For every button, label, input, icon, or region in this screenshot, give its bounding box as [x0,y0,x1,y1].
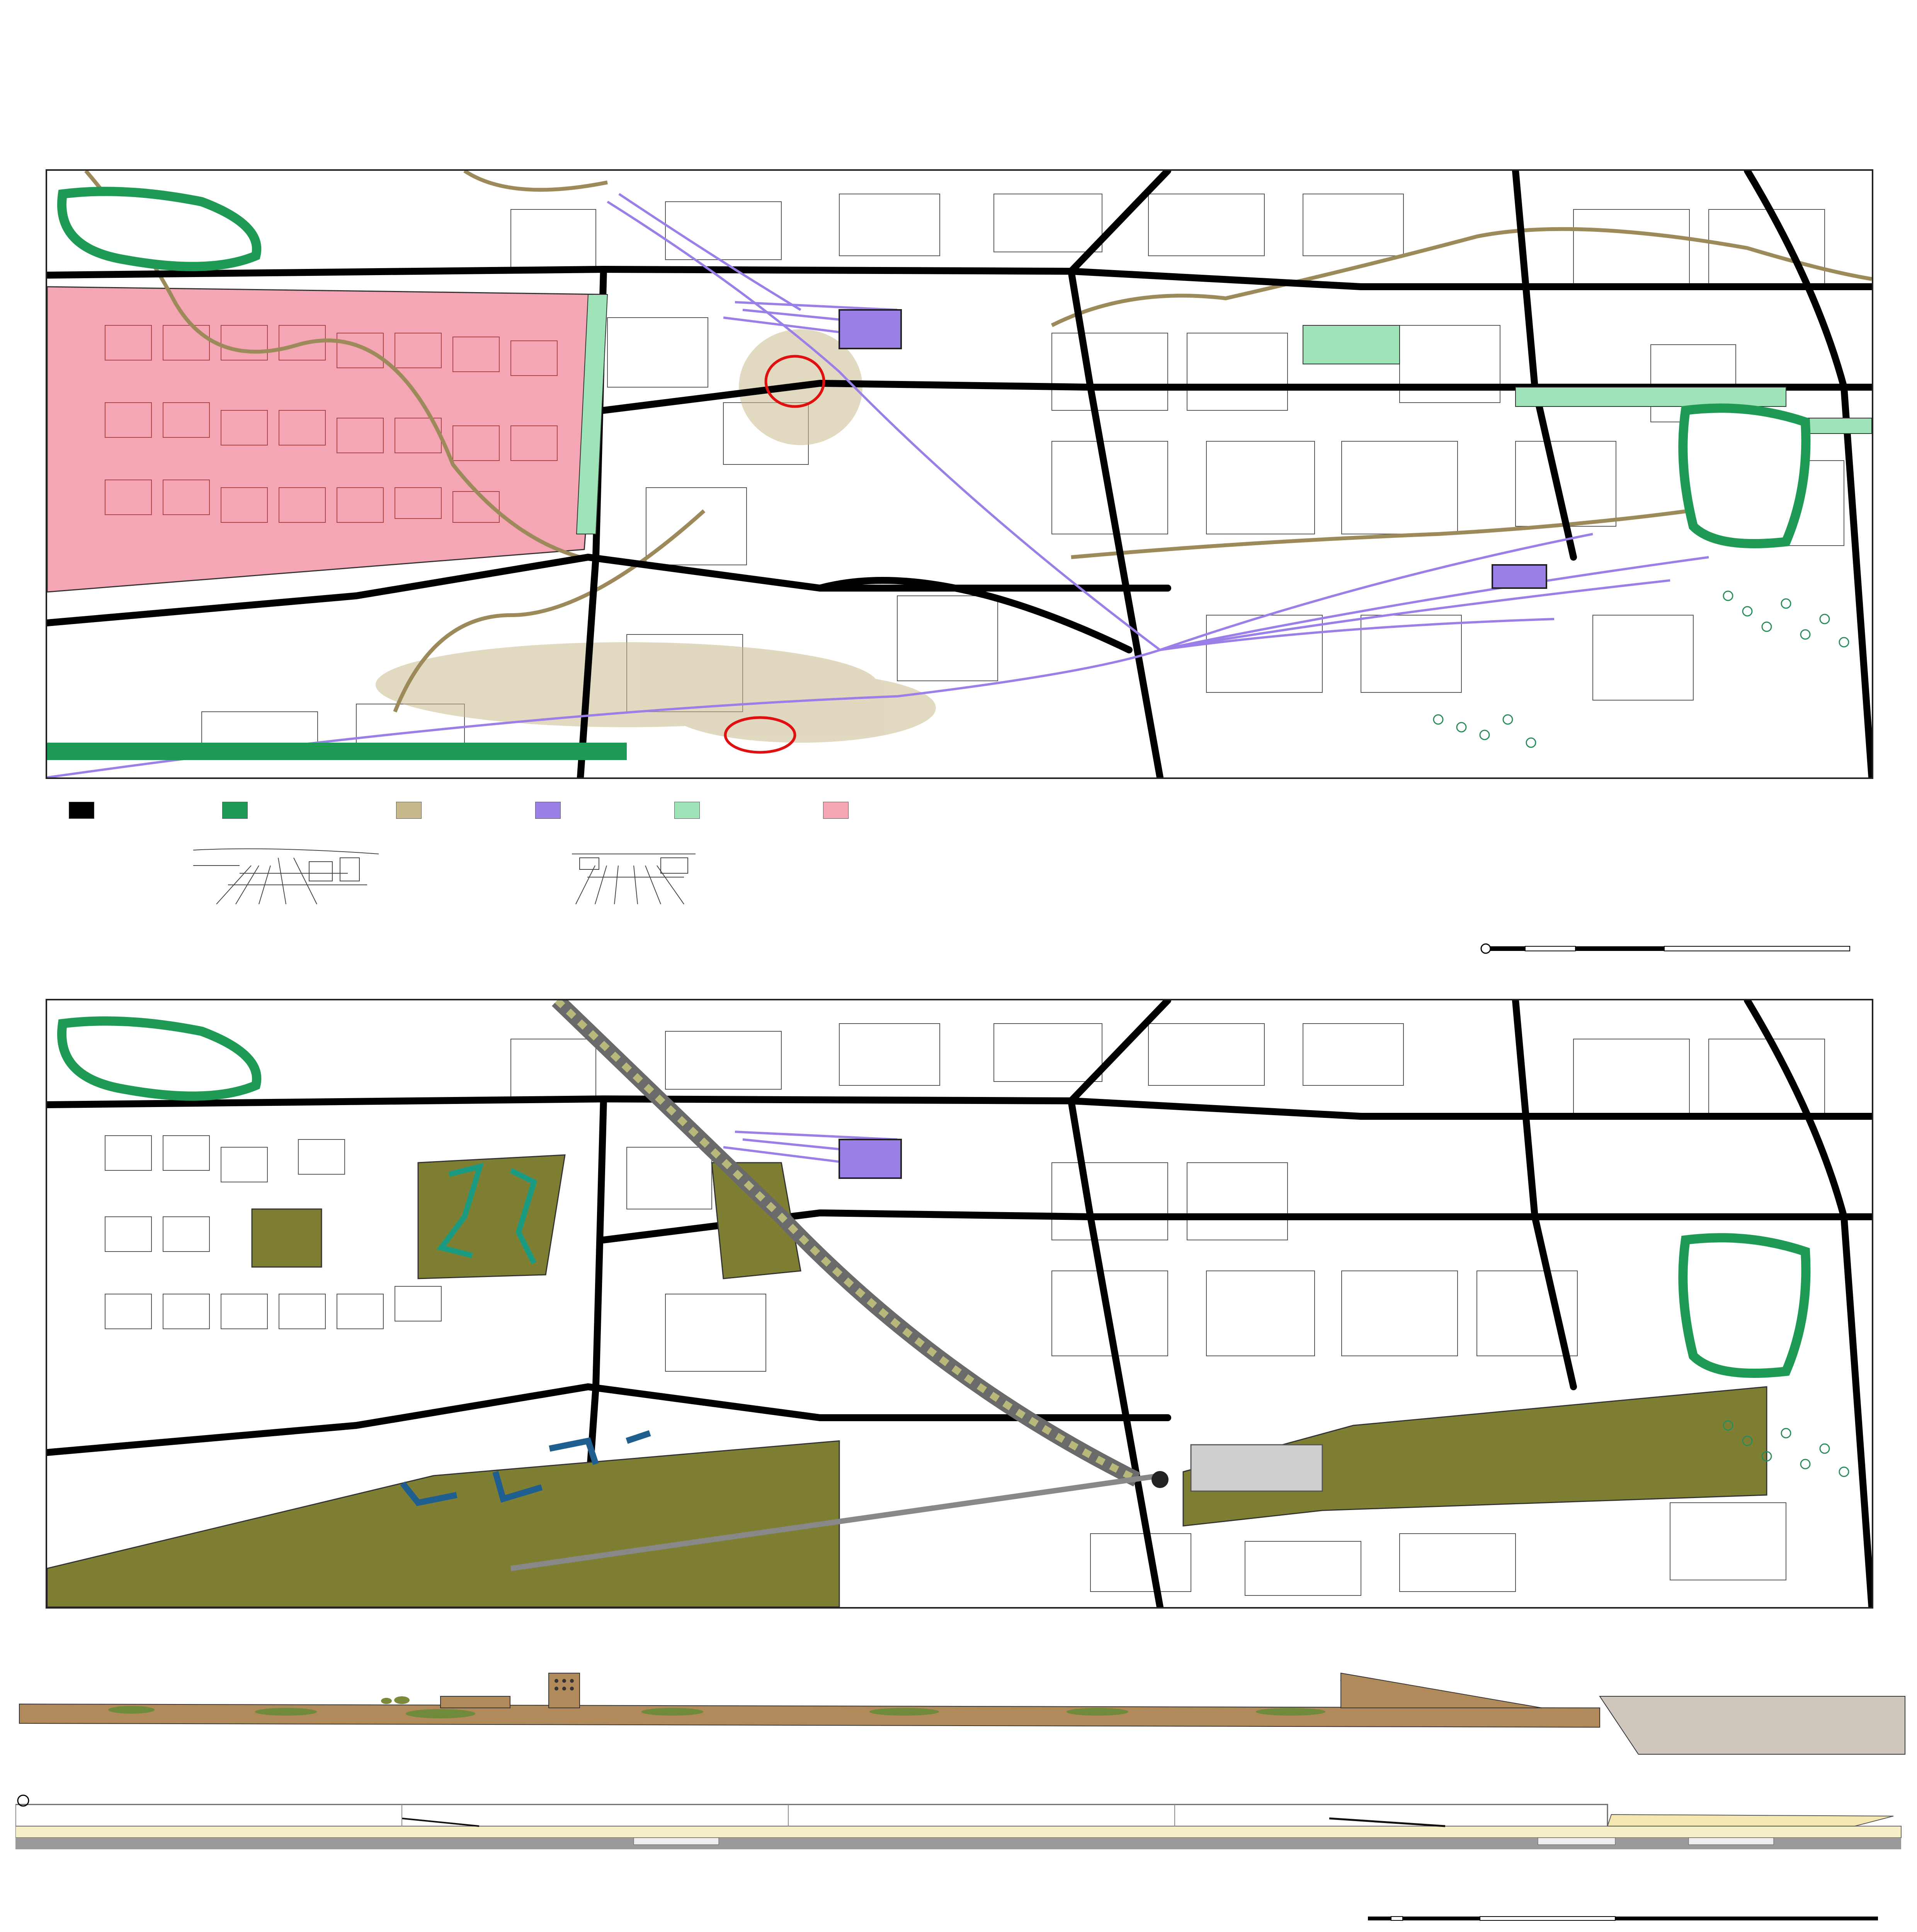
station-building [839,1139,901,1178]
sketch-perspective-1 [193,842,386,908]
legend-swatch [222,802,248,819]
legend-rail [535,802,572,819]
legend-swatch [396,802,422,819]
station-building [839,310,901,349]
sketch-perspective-2 [572,842,696,908]
existing-map-svg [47,171,1872,777]
legend-vacant [396,802,432,819]
walkway-section-elevation [15,1658,1909,1781]
walkway-section-ground [15,1789,1909,1866]
existing-situation-map [46,169,1873,779]
legend-main-roads [69,802,105,819]
scale-bar-1 [1480,941,1886,972]
station-node [1152,1471,1169,1488]
legend-pedestrian [674,802,711,819]
station-roof-plaza [1191,1445,1322,1491]
proposal-map [46,999,1873,1609]
legend-swatch [69,802,94,819]
legend-swatch [823,802,849,819]
scale-bar-2 [1352,1913,1886,1932]
legend-swatch [674,802,700,819]
proposal-map-svg [47,1000,1872,1607]
station-building-east [1492,565,1546,588]
legend-parks [222,802,259,819]
legend-high-density [823,802,859,819]
legend-swatch [535,802,561,819]
